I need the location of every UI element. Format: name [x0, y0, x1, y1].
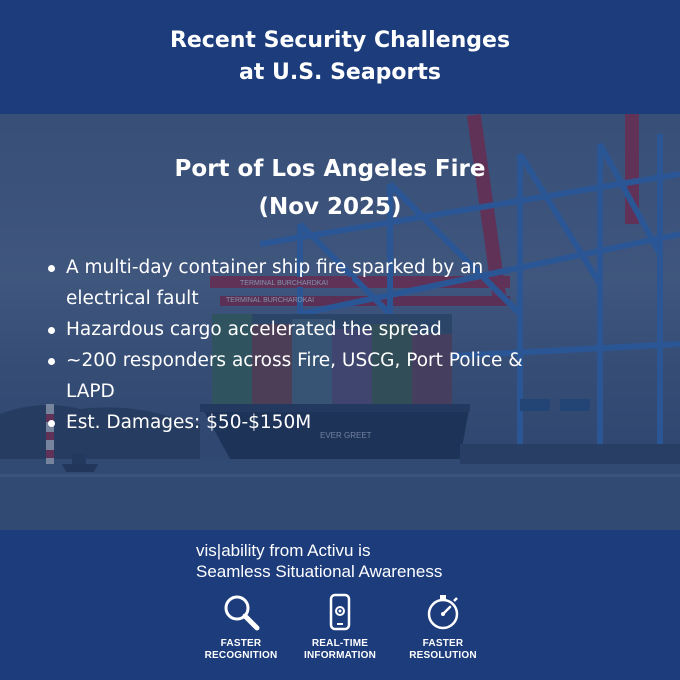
stopwatch-icon [423, 592, 463, 632]
bullet-dot [48, 358, 55, 365]
feature-label-line2: INFORMATION [303, 650, 376, 661]
bullet-dot [48, 327, 55, 334]
bullet-text: ~200 responders across Fire, USCG, Port Police & [66, 350, 523, 371]
phone-icon [320, 592, 360, 632]
footer-banner [0, 530, 680, 680]
feature-label-line1: FASTER [220, 638, 262, 649]
bullet-item [46, 252, 646, 314]
feature-label-line2: RESOLUTION [409, 650, 477, 661]
feature-real-time-information [285, 592, 395, 662]
header-banner [0, 0, 680, 114]
bullet-item [46, 345, 646, 407]
feature-label [186, 638, 296, 662]
bullet-text: Hazardous cargo accelerated the spread [66, 319, 442, 340]
header-title-line2: at U.S. Seaports [238, 60, 442, 85]
bullet-text-continued: LAPD [66, 381, 115, 402]
brand-tagline [196, 540, 536, 582]
feature-label [285, 638, 395, 662]
bullet-text: Est. Damages: $50-$150M [66, 412, 312, 433]
bullet-item [46, 407, 646, 438]
bullet-item [46, 314, 646, 345]
feature-label-line2: RECOGNITION [204, 650, 278, 661]
event-title-line2: (Nov 2025) [258, 194, 402, 220]
header-title-line1: Recent Security Challenges [169, 28, 511, 53]
event-title-line1: Port of Los Angeles Fire [174, 156, 486, 182]
tagline-line2: Seamless Situational Awareness [196, 562, 443, 581]
feature-label-line1: FASTER [422, 638, 464, 649]
bullet-text-continued: electrical fault [66, 288, 199, 309]
feature-label [388, 638, 498, 662]
event-title [100, 150, 560, 226]
feature-label-line1: REAL-TIME [311, 638, 369, 649]
feature-faster-recognition [186, 592, 296, 662]
bullet-dot [48, 265, 55, 272]
bullet-text: A multi-day container ship fire sparked by an [66, 257, 484, 278]
magnifier-icon [221, 592, 261, 632]
fact-bullet-list [46, 252, 646, 438]
tagline-line1: vis|ability from Activu is [196, 541, 371, 560]
bullet-dot [48, 420, 55, 427]
feature-faster-resolution [388, 592, 498, 662]
